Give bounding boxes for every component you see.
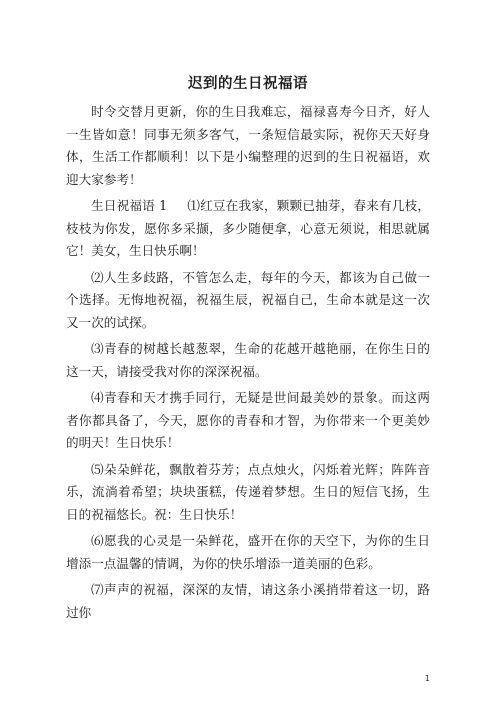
item-6-paragraph: ⑹愿我的心灵是一朵鲜花，盛开在你的天空下，为你的生日增添一点温馨的情调，为你的快乐增添一道美丽的色彩。 — [66, 533, 430, 571]
document-title: 迟到的生日祝福语 — [188, 76, 308, 92]
item-2-paragraph: ⑵人生多歧路，不管怎么走，每年的今天，都该为自己做一个选择。无悔地祝福，祝福生辰，祝福自己，生命本就是这一次又一次的试探。 — [66, 269, 430, 330]
item-3-paragraph: ⑶青春的树越长越葱翠，生命的花越开越艳丽，在你生日的这一天，请接受我对你的深深祝福。 — [66, 341, 430, 379]
intro-paragraph: 时令交替月更新，你的生日我难忘，福禄喜寿今日齐，好人一生皆如意！同事无须多客气，一条短信最实际，祝你天天好身体，生活工作都顺利！以下是小编整理的迟到的生日祝福语，欢迎大家参考！ — [66, 104, 430, 187]
item-7-paragraph: ⑺声声的祝福，深深的友情，请这条小溪捎带着这一切，路过你 — [66, 582, 430, 620]
item-5-paragraph: ⑸朵朵鲜花，飘散着芬芳；点点烛火，闪烁着光辉；阵阵音乐，流淌着希望；块块蛋糕，传递着梦想。生日的短信飞扬，生日的祝福悠长。祝：生日快乐！ — [66, 461, 430, 522]
item-1-text: ⑴红豆在我家，颗颗已抽芽，春来有几枝，枝枝为你发，愿你多采撷，多少随便拿，心意无须说，相思就属它！美女，生日快乐啊！ — [66, 198, 430, 258]
section-paragraph-1 — [66, 195, 430, 263]
item-4-paragraph: ⑷青春和天才携手同行，无疑是世间最美妙的景象。而这两者你都具备了，今天，愿你的青春和才智，为你带来一个更美妙的明天！生日快乐！ — [66, 390, 430, 450]
section-label: 生日祝福语 1 — [91, 198, 168, 213]
page-number: 1 — [424, 674, 430, 683]
